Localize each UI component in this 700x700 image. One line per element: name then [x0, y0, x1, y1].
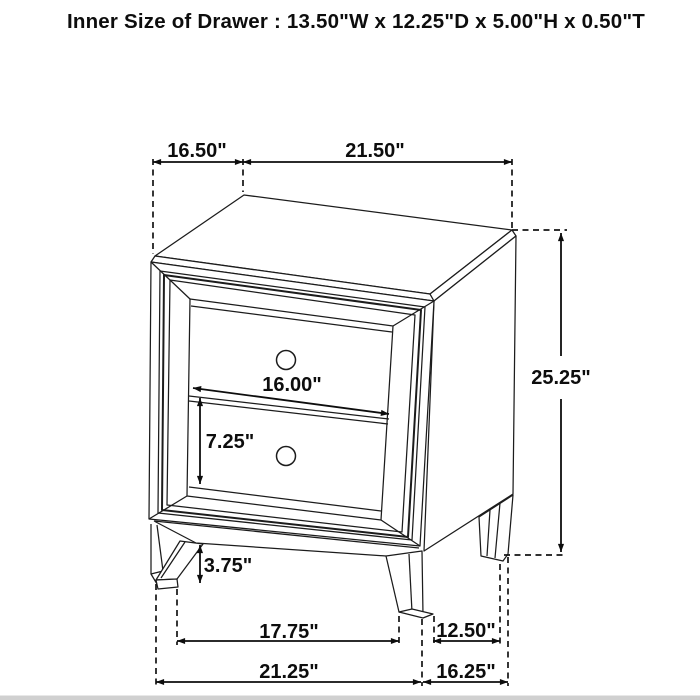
dim-label-drawer-width: 16.00"	[262, 374, 322, 396]
front-right-foot	[399, 609, 433, 618]
back-left-leg	[151, 524, 163, 574]
front-left-foot	[156, 579, 178, 589]
dim-label-drawer-face-height: 7.25"	[205, 431, 255, 453]
drawing-title: Inner Size of Drawer : 13.50"W x 12.25"D x 5.00"H x 0.50"T	[66, 10, 646, 33]
dim-label-base-front-width: 21.25"	[259, 661, 319, 683]
bottom-drawer-knob	[277, 447, 296, 466]
dim-label-base-side-depth: 16.25"	[436, 661, 496, 683]
drawer-opening	[187, 299, 393, 520]
top-drawer-knob	[277, 351, 296, 370]
dim-label-front-foot-span: 17.75"	[259, 621, 319, 643]
dim-label-top-depth: 16.50"	[167, 140, 227, 162]
image-bottom-edge	[0, 696, 700, 700]
dim-label-leg-height: 3.75"	[203, 555, 253, 577]
front-right-leg	[386, 551, 423, 615]
dim-label-overall-height: 25.25"	[531, 367, 591, 389]
dim-label-side-foot-span: 12.50"	[436, 620, 496, 642]
dim-label-top-width: 21.50"	[345, 140, 405, 162]
